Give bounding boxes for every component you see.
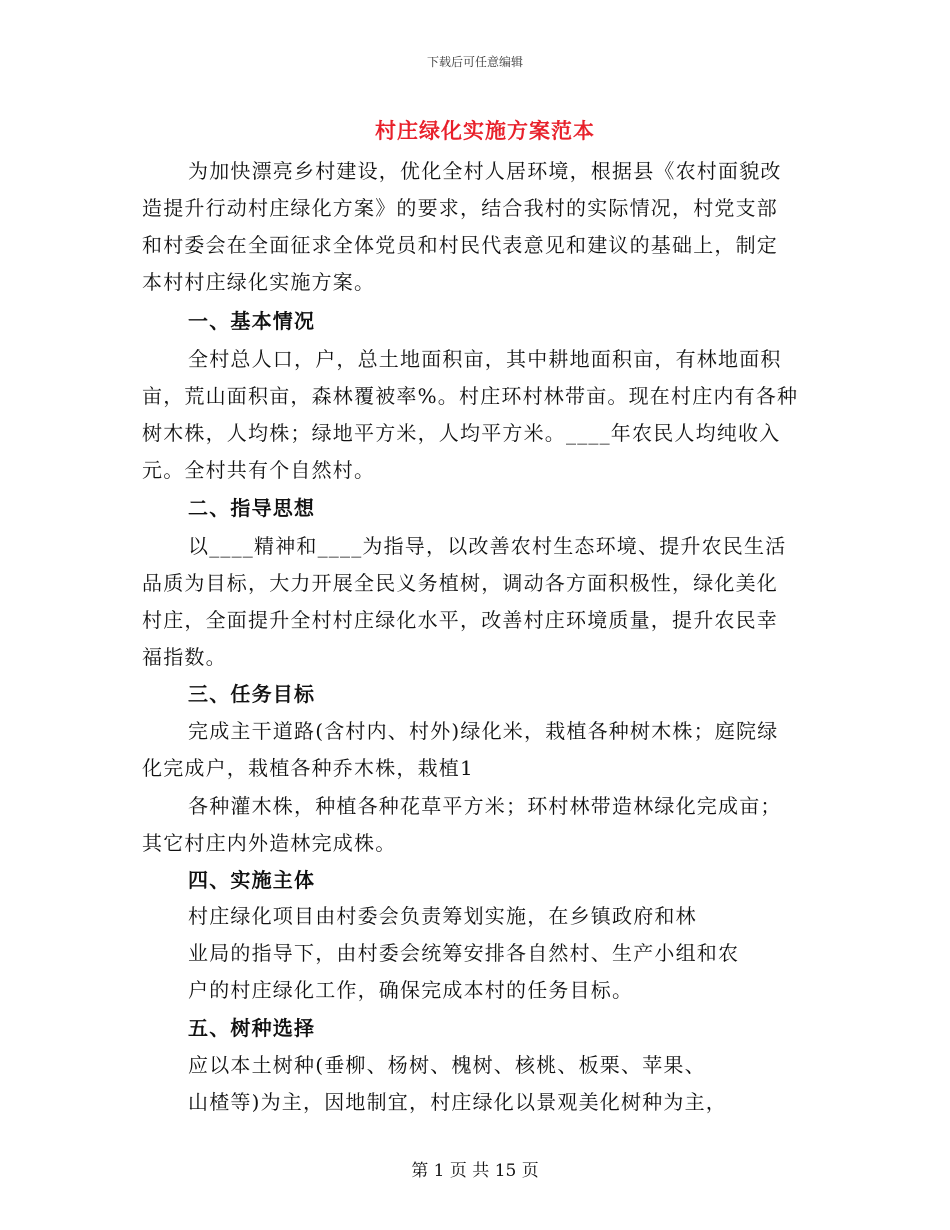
section-line: 品质为目标，大力开展全民义务植树，调动各方面积极性，绿化美化 — [142, 571, 778, 595]
section-line: 福指数。 — [142, 645, 227, 669]
section-line: 以____精神和____为指导，以改善农村生态环境、提升农民生活 — [188, 534, 787, 558]
intro-line: 和村委会在全面征求全体党员和村民代表意见和建议的基础上，制定 — [142, 233, 778, 257]
section-line: 树木株，人均株；绿地平方米，人均平方米。____年农民人均纯收入 — [142, 421, 781, 445]
section-line: 全村总人口，户，总土地面积亩，其中耕地面积亩，有林地面积 — [188, 347, 782, 371]
section-line: 元。全村共有个自然村。 — [142, 458, 376, 482]
section-line: 村庄绿化项目由村委会负责筹划实施，在乡镇政府和林 — [188, 904, 697, 928]
intro-line: 本村村庄绿化实施方案。 — [142, 270, 376, 294]
section-line: 化完成户，栽植各种乔木株，栽植1 — [142, 756, 474, 780]
document-title: 村庄绿化实施方案范本 — [375, 118, 595, 143]
section-line: 其它村庄内外造林完成株。 — [142, 831, 397, 855]
section-heading-basic-info: 一、基本情况 — [188, 309, 316, 333]
section-line: 村庄，全面提升全村村庄绿化水平，改善村庄环境质量，提升农民幸 — [142, 608, 778, 632]
section-heading-guiding-ideology: 二、指导思想 — [188, 496, 316, 520]
section-heading-task-goals: 三、任务目标 — [188, 682, 316, 706]
section-line: 完成主干道路(含村内、村外)绿化米，栽植各种树木株；庭院绿 — [188, 719, 779, 743]
section-heading-implementing-body: 四、实施主体 — [188, 868, 316, 892]
intro-line: 造提升行动村庄绿化方案》的要求，结合我村的实际情况，村党支部 — [142, 196, 778, 220]
page-number-footer: 第 1 页 共 15 页 — [411, 1161, 539, 1181]
section-line: 山楂等)为主，因地制宜，村庄绿化以景观美化树种为主， — [188, 1090, 728, 1114]
section-heading-tree-species: 五、树种选择 — [188, 1016, 316, 1040]
intro-line: 为加快漂亮乡村建设，优化全村人居环境，根据县《农村面貌改 — [188, 159, 782, 183]
section-line: 户的村庄绿化工作，确保完成本村的任务目标。 — [188, 978, 634, 1002]
page-header-note: 下载后可任意编辑 — [426, 55, 523, 69]
section-line: 应以本土树种(垂柳、杨树、槐树、核桃、板栗、苹果、 — [188, 1053, 706, 1077]
section-line: 各种灌木株，种植各种花草平方米；环村林带造林绿化完成亩； — [188, 794, 782, 818]
section-line: 业局的指导下，由村委会统筹安排各自然村、生产小组和农 — [188, 941, 740, 965]
section-line: 亩，荒山面积亩，森林覆被率%。村庄环村林带亩。现在村庄内有各种 — [142, 384, 799, 408]
